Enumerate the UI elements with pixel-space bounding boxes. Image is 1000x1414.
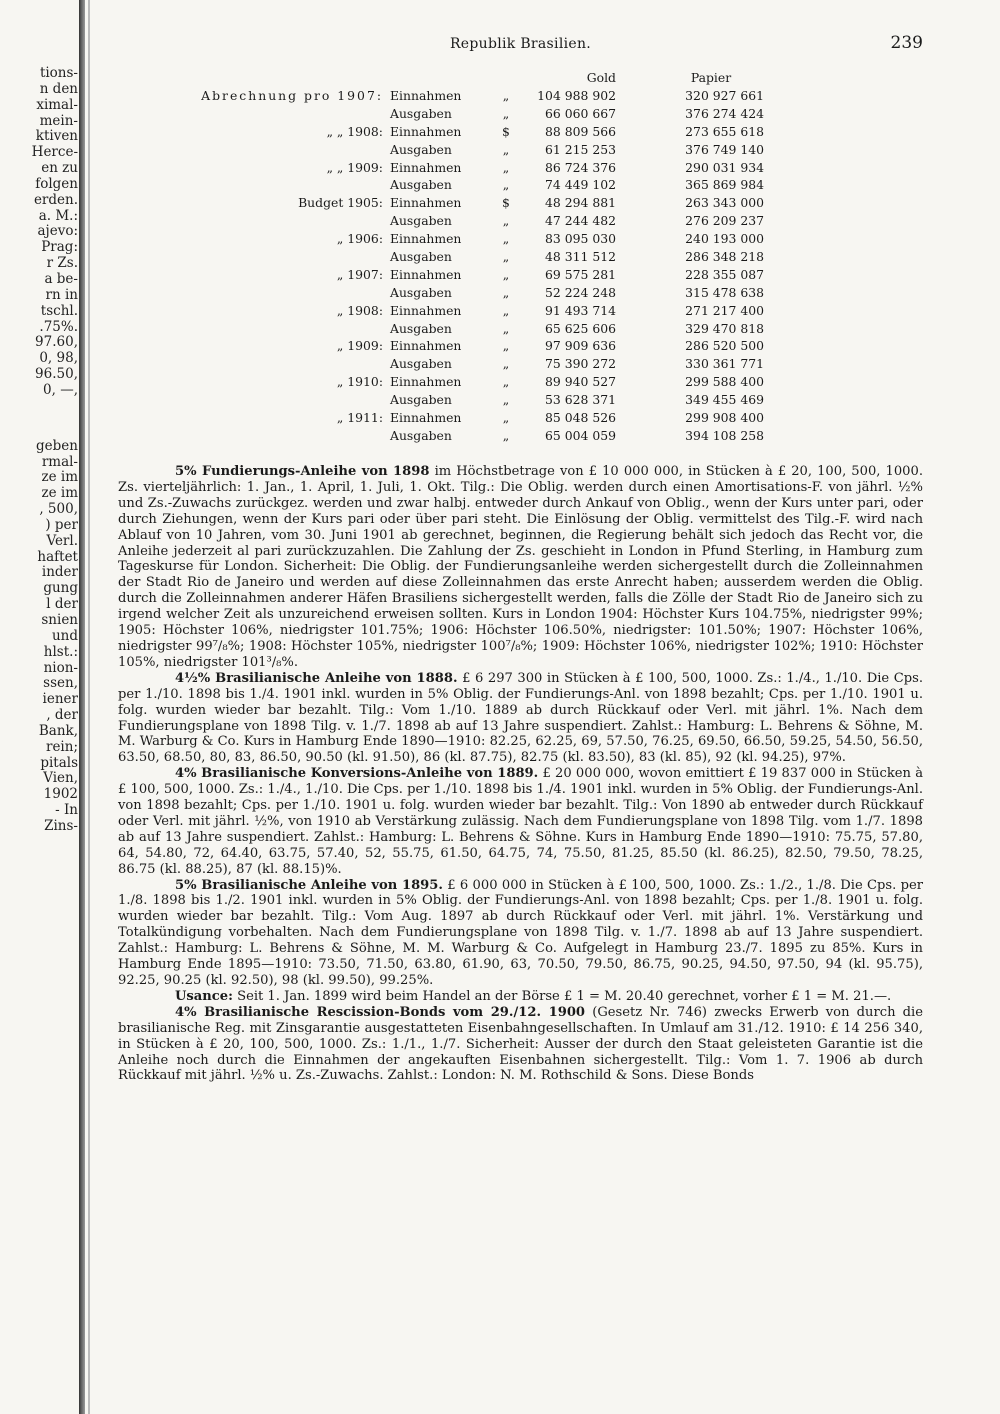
bond-paragraph <box>118 464 923 671</box>
budget-row-gold: 97 909 636 <box>545 338 616 354</box>
budget-row-gold: 47 244 482 <box>545 213 616 229</box>
margin-fragment: l der <box>46 596 78 613</box>
budget-row-papier: 330 361 771 <box>685 356 764 372</box>
budget-row-papier: 228 355 087 <box>685 266 764 282</box>
budget-row-papier: 286 520 500 <box>685 338 764 354</box>
budget-row-papier: 349 455 469 <box>685 392 764 408</box>
margin-fragment: rmal- <box>41 453 78 470</box>
bond-paragraph <box>118 1005 923 1085</box>
budget-row-type: Einnahmen <box>390 195 462 211</box>
bond-paragraph <box>118 671 923 766</box>
budget-row-papier: 329 470 818 <box>685 320 764 336</box>
margin-fragment: nion- <box>43 659 78 676</box>
budget-table <box>118 70 923 464</box>
budget-row-papier: 271 217 400 <box>685 302 764 318</box>
margin-fragment: 0, 98, <box>39 350 78 367</box>
budget-row-type: Ausgaben <box>390 392 452 408</box>
budget-row-mark: $ <box>502 123 510 139</box>
budget-row <box>118 374 923 392</box>
budget-row-gold: 53 628 371 <box>545 392 616 408</box>
budget-row-gold: 61 215 253 <box>545 141 616 157</box>
budget-row-mark: „ <box>502 141 510 157</box>
budget-row-type: Ausgaben <box>390 249 452 265</box>
running-head <box>118 0 923 70</box>
body-text <box>118 464 923 1084</box>
margin-fragment: folgen <box>35 175 78 192</box>
budget-row-gold: 89 940 527 <box>545 374 616 390</box>
budget-row-gold: 74 449 102 <box>545 177 616 193</box>
budget-row <box>118 356 923 374</box>
budget-row-mark: „ <box>502 105 510 121</box>
budget-row <box>118 392 923 410</box>
budget-row <box>118 410 923 428</box>
margin-fragment: tschl. <box>40 302 78 319</box>
budget-row <box>118 124 923 142</box>
budget-row-mark: „ <box>502 338 510 354</box>
budget-row-type: Einnahmen <box>390 374 462 390</box>
budget-row <box>118 195 923 213</box>
bond-text: Seit 1. Jan. 1899 wird beim Handel an der Börse £ 1 = M. 20.40 gerechnet, vorher £ 1 = M. 21.—. <box>232 988 892 1004</box>
budget-row-mark: „ <box>502 356 510 372</box>
budget-row-papier: 365 869 984 <box>685 177 764 193</box>
budget-row-mark: „ <box>502 427 510 443</box>
budget-row-label: Abrechnung pro 1907: <box>201 88 383 103</box>
left-page-margin-fragments <box>0 0 78 1414</box>
page-number: 239 <box>890 33 923 53</box>
margin-fragment: ze im <box>41 485 78 502</box>
budget-row-papier: 240 193 000 <box>685 231 764 247</box>
budget-row-papier: 376 274 424 <box>685 105 764 121</box>
margin-fragment: 96.50, <box>35 366 78 383</box>
margin-fragment: a. M.: <box>38 207 78 224</box>
budget-row <box>118 160 923 178</box>
budget-row-gold: 85 048 526 <box>545 410 616 426</box>
budget-row <box>118 285 923 303</box>
budget-row-gold: 86 724 376 <box>545 159 616 175</box>
running-title: Republik Brasilien. <box>449 36 592 52</box>
budget-row <box>118 249 923 267</box>
budget-row-type: Einnahmen <box>390 338 462 354</box>
budget-row-label: „ 1906: <box>336 231 383 247</box>
margin-block-a <box>0 0 78 399</box>
budget-row-type: Ausgaben <box>390 177 452 193</box>
margin-fragment: Bank, <box>38 722 78 739</box>
book-spine-shadow <box>79 0 85 1414</box>
margin-fragment: 1902 <box>43 786 78 803</box>
budget-row-type: Ausgaben <box>390 105 452 121</box>
budget-row-label: „ 1911: <box>336 410 383 426</box>
budget-row-gold: 65 625 606 <box>545 320 616 336</box>
budget-row-label: „ 1910: <box>336 374 383 390</box>
margin-fragment: en zu <box>41 160 78 177</box>
budget-row <box>118 428 923 446</box>
margin-fragment: ssen, <box>43 675 78 692</box>
budget-row <box>118 142 923 160</box>
budget-row-type: Einnahmen <box>390 266 462 282</box>
bond-heading: Usance: <box>175 988 233 1004</box>
margin-fragment: und <box>51 627 78 644</box>
margin-fragment: snien <box>41 612 78 628</box>
margin-fragment: Vien, <box>43 770 78 787</box>
budget-row-label: „ „ 1908: <box>326 123 383 139</box>
margin-fragment: n den <box>39 80 78 97</box>
budget-row-mark: $ <box>502 195 510 211</box>
margin-fragment: Zins- <box>44 817 78 834</box>
budget-row-gold: 104 988 902 <box>537 88 616 103</box>
margin-fragment: 97.60, <box>35 334 78 351</box>
budget-row-mark: „ <box>502 284 510 300</box>
margin-fragment: tions- <box>39 65 78 81</box>
page <box>118 0 923 1084</box>
budget-row <box>118 267 923 285</box>
budget-header-row <box>118 70 923 88</box>
margin-fragment: .75%. <box>39 318 78 335</box>
budget-row-papier: 286 348 218 <box>685 249 764 265</box>
bond-heading: 5% Fundierungs-Anleihe von 1898 <box>175 464 430 479</box>
budget-row <box>118 88 923 106</box>
margin-fragment: - In <box>55 802 78 819</box>
budget-row-gold: 91 493 714 <box>545 302 616 318</box>
margin-fragment: geben <box>36 437 78 454</box>
budget-row-type: Einnahmen <box>390 123 462 139</box>
budget-row <box>118 303 923 321</box>
margin-fragment: Herce- <box>31 144 78 161</box>
margin-fragment: ajevo: <box>37 223 78 240</box>
budget-row-type: Ausgaben <box>390 284 452 300</box>
bond-paragraph <box>118 766 923 877</box>
budget-row <box>118 231 923 249</box>
budget-row-mark: „ <box>502 159 510 175</box>
budget-row-papier: 376 749 140 <box>685 141 764 157</box>
margin-fragment: Verl. <box>46 532 78 549</box>
budget-row-type: Ausgaben <box>390 427 452 443</box>
bond-text: im Höchstbetrage von £ 10 000 000, in Stücken à £ 20, 100, 500, 1000. Zs. vierteljährlich: 1. Jan., 1. April, 1. Juli, 1. Okt. Tilg.: Die Oblig. werden durch einen Amortisations-F. von jährl. ½% und Zs.-Zuwachs zurückgez. werden und zwar halbj. entweder durch Ankauf von Oblig., wenn der Kurs unter pari, oder durch Ziehungen, wenn der Kurs pari oder über pari steht. Die Einlösung der Oblig. vermittelst des Tilg.-F. wird nach Ablauf von 10 Jahren, vom 30. Juni 1901 ab gerechnet, beginnen, die Regierung behält sich jedoch das Recht vor, die Anleihe jederzeit al pari zurückzuzahlen. Die Zahlung der Zs. geschieht in London in Pfund Sterling, in Hamburg zum Tageskurse für London. Sicherheit: Die Oblig. der Fundierungsanleihe werden sichergestellt durch die Zolleinnahmen der Stadt Rio de Janeiro und werden auf diese Zolleinnahmen das erste Anrecht haben; ausserdem werden die Oblig. durch die Zolleinnahmen anderer Häfen Brasiliens sichergestellt werden, falls die Zölle der Stadt Rio de Janeiro sich zu irgend welcher Zeit als unzureichend erweisen sollten. Kurs in London 1904: Höchster Kurs 104.75%, niedrigster 99%; 1905: Höchster 106%, niedrigster 101.75%; 1906: Höchster 106.50%, niedrigster: 101.50%; 1907: Höchster 106%, niedrigster 99⁷/₈%; 1908: Höchster 105%, niedrigster 100⁷/₈%; 1909: Höchster 106%, niedrigster 102%; 1910: Höchster 105%, niedrigster 101³/₈%. <box>118 464 924 670</box>
budget-row-type: Einnahmen <box>390 410 462 426</box>
bond-text: £ 20 000 000, wovon emittiert £ 19 837 000 in Stücken à £ 100, 500, 1000. Zs.: 1./4., 1./10. Die Cps. per 1./10. 1898 bis 1./4. 1901 inkl. wurden in 5% Oblig. der Fundierungs-Anl. von 1898 bezahlt; Cps. per 1./10. 1901 u. folg. wurden wieder bar bezahlt. Tilg.: Von 1890 ab entweder durch Rückkauf oder Verl. mit jährl. ½%, von 1910 ab Verstärkung zulässig. Nach dem Fundierungsplane von 1898 Tilg. vom 1./7. 1898 ab auf 13 Jahre suspendiert. Zahlst.: Hamburg: L. Behrens & Söhne. Kurs in Hamburg Ende 1890—1910: 75.75, 57.80, 64, 54.80, 72, 64.40, 63.75, 57.40, 52, 55.75, 61.50, 64.75, 74, 75.50, 81.25, 85.50 (kl. 86.25), 82.50, 79.50, 78.25, 86.75 (kl. 88.25), 87 (kl. 88.15)%. <box>118 766 923 877</box>
budget-row-papier: 299 588 400 <box>685 374 764 390</box>
budget-row-papier: 290 031 934 <box>685 159 764 175</box>
bond-heading: 4% Brasilianische Konversions-Anleihe von 1889. <box>175 766 539 782</box>
budget-row-gold: 66 060 667 <box>545 105 616 121</box>
budget-row-label: „ 1907: <box>336 266 383 282</box>
column-header-papier: Papier <box>690 70 732 85</box>
margin-fragment: hlst.: <box>43 643 78 660</box>
budget-row-mark: „ <box>502 320 510 336</box>
bond-text: £ 6 297 300 in Stücken à £ 100, 500, 1000. Zs.: 1./4., 1./10. Die Cps. per 1./10. 1898 bis 1./4. 1901 inkl. wurden in 5% Oblig. der Fundierungs-Anl. von 1898 bezahlt; Cps. per 1./10. 1901 u. folg. wurden wieder bar bezahlt. Tilg.: Vom 1./10. 1889 ab durch Rückkauf oder Verl. mit jährl. 1%. Nach dem Fundierungsplane von 1898 Tilg. v. 1./7. 1898 ab auf 13 Jahre suspendiert. Zahlst.: Hamburg: L. Behrens & Söhne, M. M. Warburg & Co. Kurs in Hamburg Ende 1890—1910: 82.25, 62.25, 69, 57.50, 76.25, 69.50, 66.50, 59.25, 54.50, 56.50, 63.50, 68.50, 80, 83, 86.50, 90.50 (kl. 91.50), 86 (kl. 87.75), 82.75 (kl. 83.50), 83 (kl. 85), 92 (kl. 94.25), 97%. <box>118 670 923 766</box>
budget-row-mark: „ <box>502 249 510 265</box>
budget-row <box>118 106 923 124</box>
margin-fragment: iener <box>42 691 78 708</box>
budget-row-gold: 69 575 281 <box>545 266 616 282</box>
budget-row-mark: „ <box>502 302 510 318</box>
budget-row-papier: 276 209 237 <box>685 213 764 229</box>
budget-row-mark: „ <box>502 374 510 390</box>
budget-row <box>118 177 923 195</box>
margin-fragment: rein; <box>45 738 78 755</box>
budget-row-type: Einnahmen <box>390 302 462 318</box>
budget-row-gold: 75 390 272 <box>545 356 616 372</box>
margin-fragment: Prag: <box>41 239 78 256</box>
margin-fragment: r Zs. <box>46 255 78 272</box>
book-spine-line <box>88 0 90 1414</box>
margin-fragment: gung <box>43 580 78 597</box>
bond-paragraph <box>118 989 923 1005</box>
budget-row-gold: 52 224 248 <box>545 284 616 300</box>
bond-heading: 4½% Brasilianische Anleihe von 1888. <box>175 670 458 686</box>
budget-row-type: Einnahmen <box>390 159 462 175</box>
budget-row-gold: 48 311 512 <box>545 249 616 265</box>
budget-row <box>118 213 923 231</box>
margin-block-b <box>0 399 78 835</box>
budget-row-type: Einnahmen <box>390 88 462 103</box>
bond-heading: 4% Brasilianische Rescission-Bonds vom 29./12. 1900 <box>175 1004 586 1020</box>
budget-row-mark: „ <box>502 392 510 408</box>
budget-row-papier: 394 108 258 <box>685 427 764 443</box>
budget-row <box>118 338 923 356</box>
margin-fragment: 0, —, <box>43 381 78 398</box>
budget-row-mark: „ <box>502 231 510 247</box>
margin-fragment: ze im <box>41 469 78 486</box>
budget-row-type: Einnahmen <box>390 231 462 247</box>
budget-row-papier: 315 478 638 <box>685 284 764 300</box>
budget-row-gold: 65 004 059 <box>545 427 616 443</box>
margin-fragment: a be- <box>44 270 78 287</box>
budget-row <box>118 321 923 339</box>
bond-text: £ 6 000 000 in Stücken à £ 100, 500, 1000. Zs.: 1./2., 1./8. Die Cps. per 1./8. 1898 bis 1./2. 1901 inkl. wurden in 5% Oblig. der Fundierungs-Anl. von 1898 bezahlt; Cps. per 1./8. 1901 u. folg. wurden wieder bar bezahlt. Tilg.: Vom Aug. 1897 ab durch Rückkauf oder Verl. mit jährl. 1%. Verstärkung und Totalkündigung vorbehalten. Nach dem Fundierungsplane von 1898 Tilg. v. 1./7. 1898 ab auf 13 Jahre suspendiert. Zahlst.: Hamburg: L. Behrens & Söhne, M. M. Warburg & Co. Aufgelegt in Hamburg 23./7. 1895 zu 85%. Kurs in Hamburg Ende 1895—1910: 73.50, 71.50, 63.80, 61.90, 63, 70.50, 79.50, 86.75, 90.25, 94.50, 97.50, 94 (kl. 95.75), 92.25, 90.25 (kl. 92.50), 98 (kl. 99.50), 99.25%. <box>118 877 923 988</box>
budget-row-type: Ausgaben <box>390 320 452 336</box>
budget-row-mark: „ <box>502 88 510 103</box>
budget-row-papier: 299 908 400 <box>685 410 764 426</box>
budget-rows <box>118 88 923 446</box>
budget-row-label: „ „ 1909: <box>326 159 383 175</box>
budget-row-label: „ 1908: <box>336 302 383 318</box>
margin-fragment: rn in <box>45 286 78 303</box>
column-header-gold: Gold <box>586 70 616 85</box>
budget-row-type: Ausgaben <box>390 141 452 157</box>
budget-row-papier: 263 343 000 <box>685 195 764 211</box>
margin-fragment: mein- <box>39 112 78 129</box>
margin-fragment: ktiven <box>35 128 78 145</box>
budget-row-gold: 83 095 030 <box>545 231 616 247</box>
margin-fragment: erden. <box>33 191 78 208</box>
budget-row-label: „ 1909: <box>336 338 383 354</box>
bond-heading: 5% Brasilianische Anleihe von 1895. <box>175 877 443 893</box>
margin-fragment: pitals <box>40 754 78 771</box>
budget-row-mark: „ <box>502 177 510 193</box>
bond-paragraph <box>118 878 923 989</box>
margin-fragment: ximal- <box>36 96 78 113</box>
budget-row-type: Ausgaben <box>390 213 452 229</box>
margin-fragment: inder <box>41 564 78 581</box>
margin-fragment: , 500, <box>39 501 78 518</box>
budget-row-label: Budget 1905: <box>298 195 383 211</box>
budget-row-mark: „ <box>502 410 510 426</box>
margin-fragment: , der <box>46 707 78 724</box>
budget-row-type: Ausgaben <box>390 356 452 372</box>
budget-row-gold: 48 294 881 <box>545 195 616 211</box>
budget-row-mark: „ <box>502 213 510 229</box>
budget-row-papier: 320 927 661 <box>685 88 764 103</box>
margin-fragment: haftet <box>37 548 78 565</box>
bond-text: (Gesetz Nr. 746) zwecks Erwerb von durch die brasilianische Reg. mit Zinsgarantie ausgestatteten Eisenbahngesellschaften. In Umlauf am 31./12. 1910: £ 14 256 340, in Stücken à £ 20, 100, 500, 1000. Zs.: 1./1., 1./7. Sicherheit: Ausser der durch den Staat geleisteten Garantie ist die Anleihe noch durch die Einnahmen der angekauften Eisenbahnen sichergestellt. Tilg.: Vom 1. 7. 1906 ab durch Rückkauf mit jährl. ½% u. Zs.-Zuwachs. Zahlst.: London: N. M. Rothschild & Sons. Diese Bonds <box>118 1004 923 1084</box>
budget-row-mark: „ <box>502 266 510 282</box>
margin-fragment: ) per <box>45 516 78 533</box>
budget-row-papier: 273 655 618 <box>685 123 764 139</box>
budget-row-gold: 88 809 566 <box>545 123 616 139</box>
